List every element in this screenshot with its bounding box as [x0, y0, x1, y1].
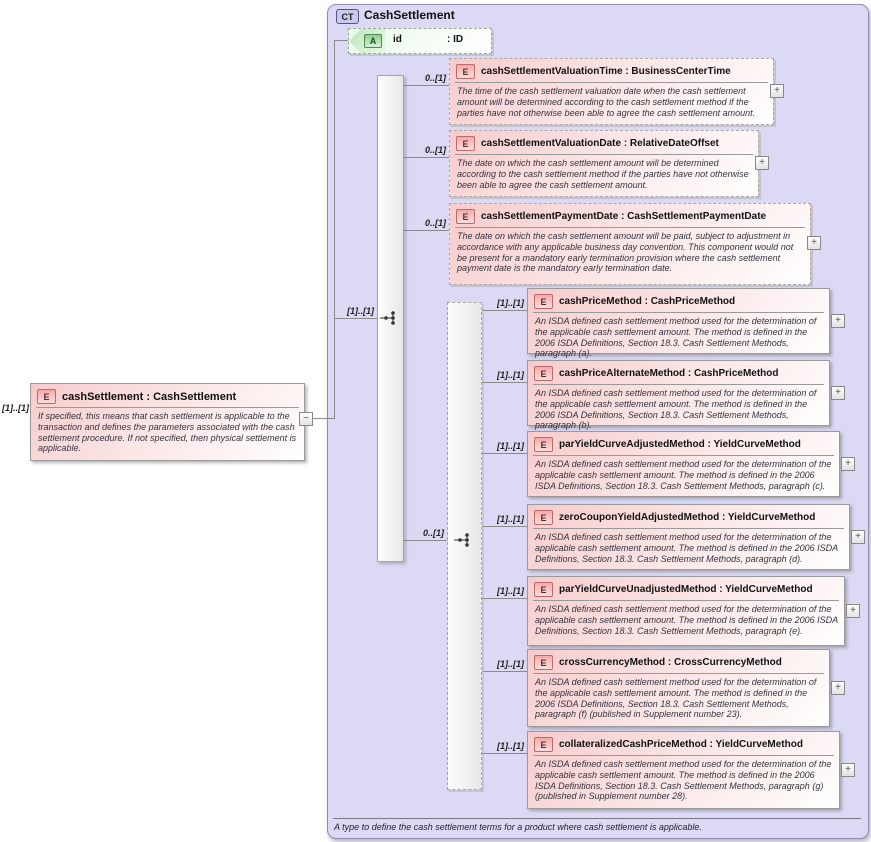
connector-line — [480, 671, 527, 672]
divider — [533, 755, 834, 756]
connector-line — [480, 753, 527, 754]
choice-cardinality: 0..[1] — [422, 528, 444, 538]
complex-type-title: CashSettlement — [364, 8, 455, 22]
element-description: An ISDA defined cash settlement method used for the determination of the applicable cash settlement amount. The method is defined in the 2006 ISDA Definitions, Section 18.3. Cash Settlement Methods, paragraph (f) (published in Supplement number 23). — [535, 677, 817, 720]
element-title: cashSettlementValuationDate : RelativeDateOffset — [481, 138, 719, 149]
divider — [455, 154, 753, 155]
element-collateralizedCashPriceMethod[interactable] — [527, 731, 840, 809]
element-description: An ISDA defined cash settlement method used for the determination of the applicable cash settlement amount. The method is defined in the 2006 ISDA Definitions, Section 18.3. Cash Settlement Methods, paragraph (c). — [535, 459, 832, 491]
element-icon: E — [534, 294, 553, 309]
element-parYieldCurveUnadjustedMethod[interactable] — [527, 576, 845, 646]
element-title: cashPriceMethod : CashPriceMethod — [559, 296, 736, 307]
connector-line — [480, 526, 527, 527]
attribute-id[interactable] — [348, 28, 492, 54]
element-cashSettlement[interactable] — [30, 383, 305, 461]
element-parYieldCurveAdjustedMethod[interactable] — [527, 431, 840, 497]
element-icon: E — [456, 136, 475, 151]
connector-line — [402, 540, 447, 541]
divider — [533, 384, 824, 385]
element-title: cashSettlementPaymentDate : CashSettlementPaymentDate — [481, 211, 767, 222]
element-icon: E — [534, 437, 553, 452]
element-cardinality: [1]..[1] — [497, 586, 524, 596]
choice-icon — [454, 532, 474, 548]
element-zeroCouponYieldAdjustedMethod[interactable] — [527, 504, 850, 570]
expand-icon[interactable]: + — [831, 314, 845, 328]
element-description: An ISDA defined cash settlement method used for the determination of the applicable cash settlement amount. The method is defined in the 2006 ISDA Definitions, Section 18.3. Cash Settlement Methods, paragraph (b). — [535, 388, 817, 431]
element-cashPriceAlternateMethod[interactable] — [527, 360, 830, 431]
expand-icon[interactable]: + — [770, 84, 784, 98]
element-cashSettlementValuationTime[interactable] — [449, 58, 774, 125]
sequence-icon — [380, 310, 400, 326]
element-cardinality: [1]..[1] — [497, 741, 524, 751]
element-cashPriceMethod[interactable] — [527, 288, 830, 359]
connector-line — [480, 453, 527, 454]
element-title: parYieldCurveAdjustedMethod : YieldCurveMethod — [559, 439, 801, 450]
element-title: cashSettlementValuationTime : BusinessCenterTime — [481, 66, 731, 77]
element-cardinality: [1]..[1] — [497, 298, 524, 308]
collapse-icon[interactable]: − — [299, 412, 313, 426]
element-title: cashPriceAlternateMethod : CashPriceMethod — [559, 368, 779, 379]
attribute-type: : ID — [447, 34, 464, 45]
element-title: crossCurrencyMethod : CrossCurrencyMethod — [559, 657, 782, 668]
element-description: An ISDA defined cash settlement method used for the determination of the applicable cash settlement amount. The method is defined in the 2006 ISDA Definitions, Section 18.3. Cash Settlement Methods, paragraph (d). — [535, 532, 838, 564]
element-header — [31, 384, 304, 406]
connector-line — [402, 85, 449, 86]
element-icon: E — [534, 510, 553, 525]
connector-line — [334, 40, 348, 41]
connector-line — [480, 382, 527, 383]
element-description: An ISDA defined cash settlement method used for the determination of the applicable cash settlement amount. The method is defined in the 2006 ISDA Definitions, Section 18.3. Cash Settlement Methods, paragraph (e). — [535, 604, 838, 636]
connector-line — [402, 157, 449, 158]
divider — [455, 227, 805, 228]
attribute-icon: A — [364, 34, 382, 48]
footer-divider — [333, 818, 861, 819]
divider — [533, 455, 834, 456]
element-crossCurrencyMethod[interactable] — [527, 649, 830, 727]
divider — [533, 600, 839, 601]
element-description: The date on which the cash settlement amount will be determined according to the cash settlement method if the parties have not otherwise been able to agree the cash settlement amount. — [457, 158, 749, 190]
element-icon: E — [534, 582, 553, 597]
element-icon: E — [534, 737, 553, 752]
root-cardinality: [1]..[1] — [2, 403, 29, 413]
element-description: If specified, this means that cash settlement is applicable to the transaction and defines the parameters associated with the cash settlement procedure. If not specified, then physical settlement is applicable. — [38, 411, 297, 454]
divider — [533, 528, 844, 529]
element-cardinality: [1]..[1] — [497, 441, 524, 451]
expand-icon[interactable]: + — [807, 236, 821, 250]
complex-type-badge: CT — [336, 9, 359, 24]
divider — [533, 673, 824, 674]
connector-line — [402, 230, 449, 231]
element-cardinality: [1]..[1] — [497, 659, 524, 669]
element-icon: E — [534, 366, 553, 381]
element-cardinality: 0..[1] — [424, 218, 446, 228]
element-icon: E — [456, 64, 475, 79]
connector-line — [480, 598, 527, 599]
attribute-name: id — [393, 34, 402, 45]
expand-icon[interactable]: + — [831, 386, 845, 400]
expand-icon[interactable]: + — [841, 763, 855, 777]
element-icon: E — [534, 655, 553, 670]
expand-icon[interactable]: + — [755, 156, 769, 170]
element-icon: E — [37, 389, 56, 404]
connector-line — [334, 40, 335, 419]
sequence-cardinality: [1]..[1] — [347, 306, 374, 316]
element-title: cashSettlement : CashSettlement — [62, 390, 237, 403]
element-title: zeroCouponYieldAdjustedMethod : YieldCurveMethod — [559, 512, 816, 523]
expand-icon[interactable]: + — [846, 604, 860, 618]
element-cashSettlementValuationDate[interactable] — [449, 130, 759, 197]
connector-line — [334, 318, 377, 319]
expand-icon[interactable]: + — [841, 457, 855, 471]
element-cashSettlementPaymentDate[interactable] — [449, 203, 811, 285]
element-title: parYieldCurveUnadjustedMethod : YieldCurveMethod — [559, 584, 813, 595]
element-description: The time of the cash settlement valuation date when the cash settlement amount will be determined according to the cash settlement method if the parties have not otherwise been able to agree the cash settlement amount. — [457, 86, 756, 118]
element-cardinality: [1]..[1] — [497, 370, 524, 380]
element-description: An ISDA defined cash settlement method used for the determination of the applicable cash settlement amount. The method is defined in the 2006 ISDA Definitions, Section 18.3. Cash Settlement Methods, paragraph (g) (published in Supplement number 28). — [535, 759, 832, 802]
divider — [533, 312, 824, 313]
element-cardinality: [1]..[1] — [497, 514, 524, 524]
connector-line — [480, 310, 527, 311]
element-description: The date on which the cash settlement amount will be paid, subject to adjustment in accordance with any applicable business day convention. This component would not be present for a mandatory early termination provision where the cash settlement payment date is the mandatory early termination date. — [457, 231, 794, 274]
element-title: collateralizedCashPriceMethod : YieldCurveMethod — [559, 739, 803, 750]
complex-type-description: A type to define the cash settlement terms for a product where cash settlement is applicable. — [334, 822, 702, 832]
divider — [36, 407, 299, 408]
expand-icon[interactable]: + — [851, 530, 865, 544]
expand-icon[interactable]: + — [831, 681, 845, 695]
divider — [455, 82, 768, 83]
element-cardinality: 0..[1] — [424, 73, 446, 83]
element-cardinality: 0..[1] — [424, 145, 446, 155]
element-icon: E — [456, 209, 475, 224]
element-description: An ISDA defined cash settlement method used for the determination of the applicable cash settlement amount. The method is defined in the 2006 ISDA Definitions, Section 18.3. Cash Settlement Methods, paragraph (a). — [535, 316, 817, 359]
